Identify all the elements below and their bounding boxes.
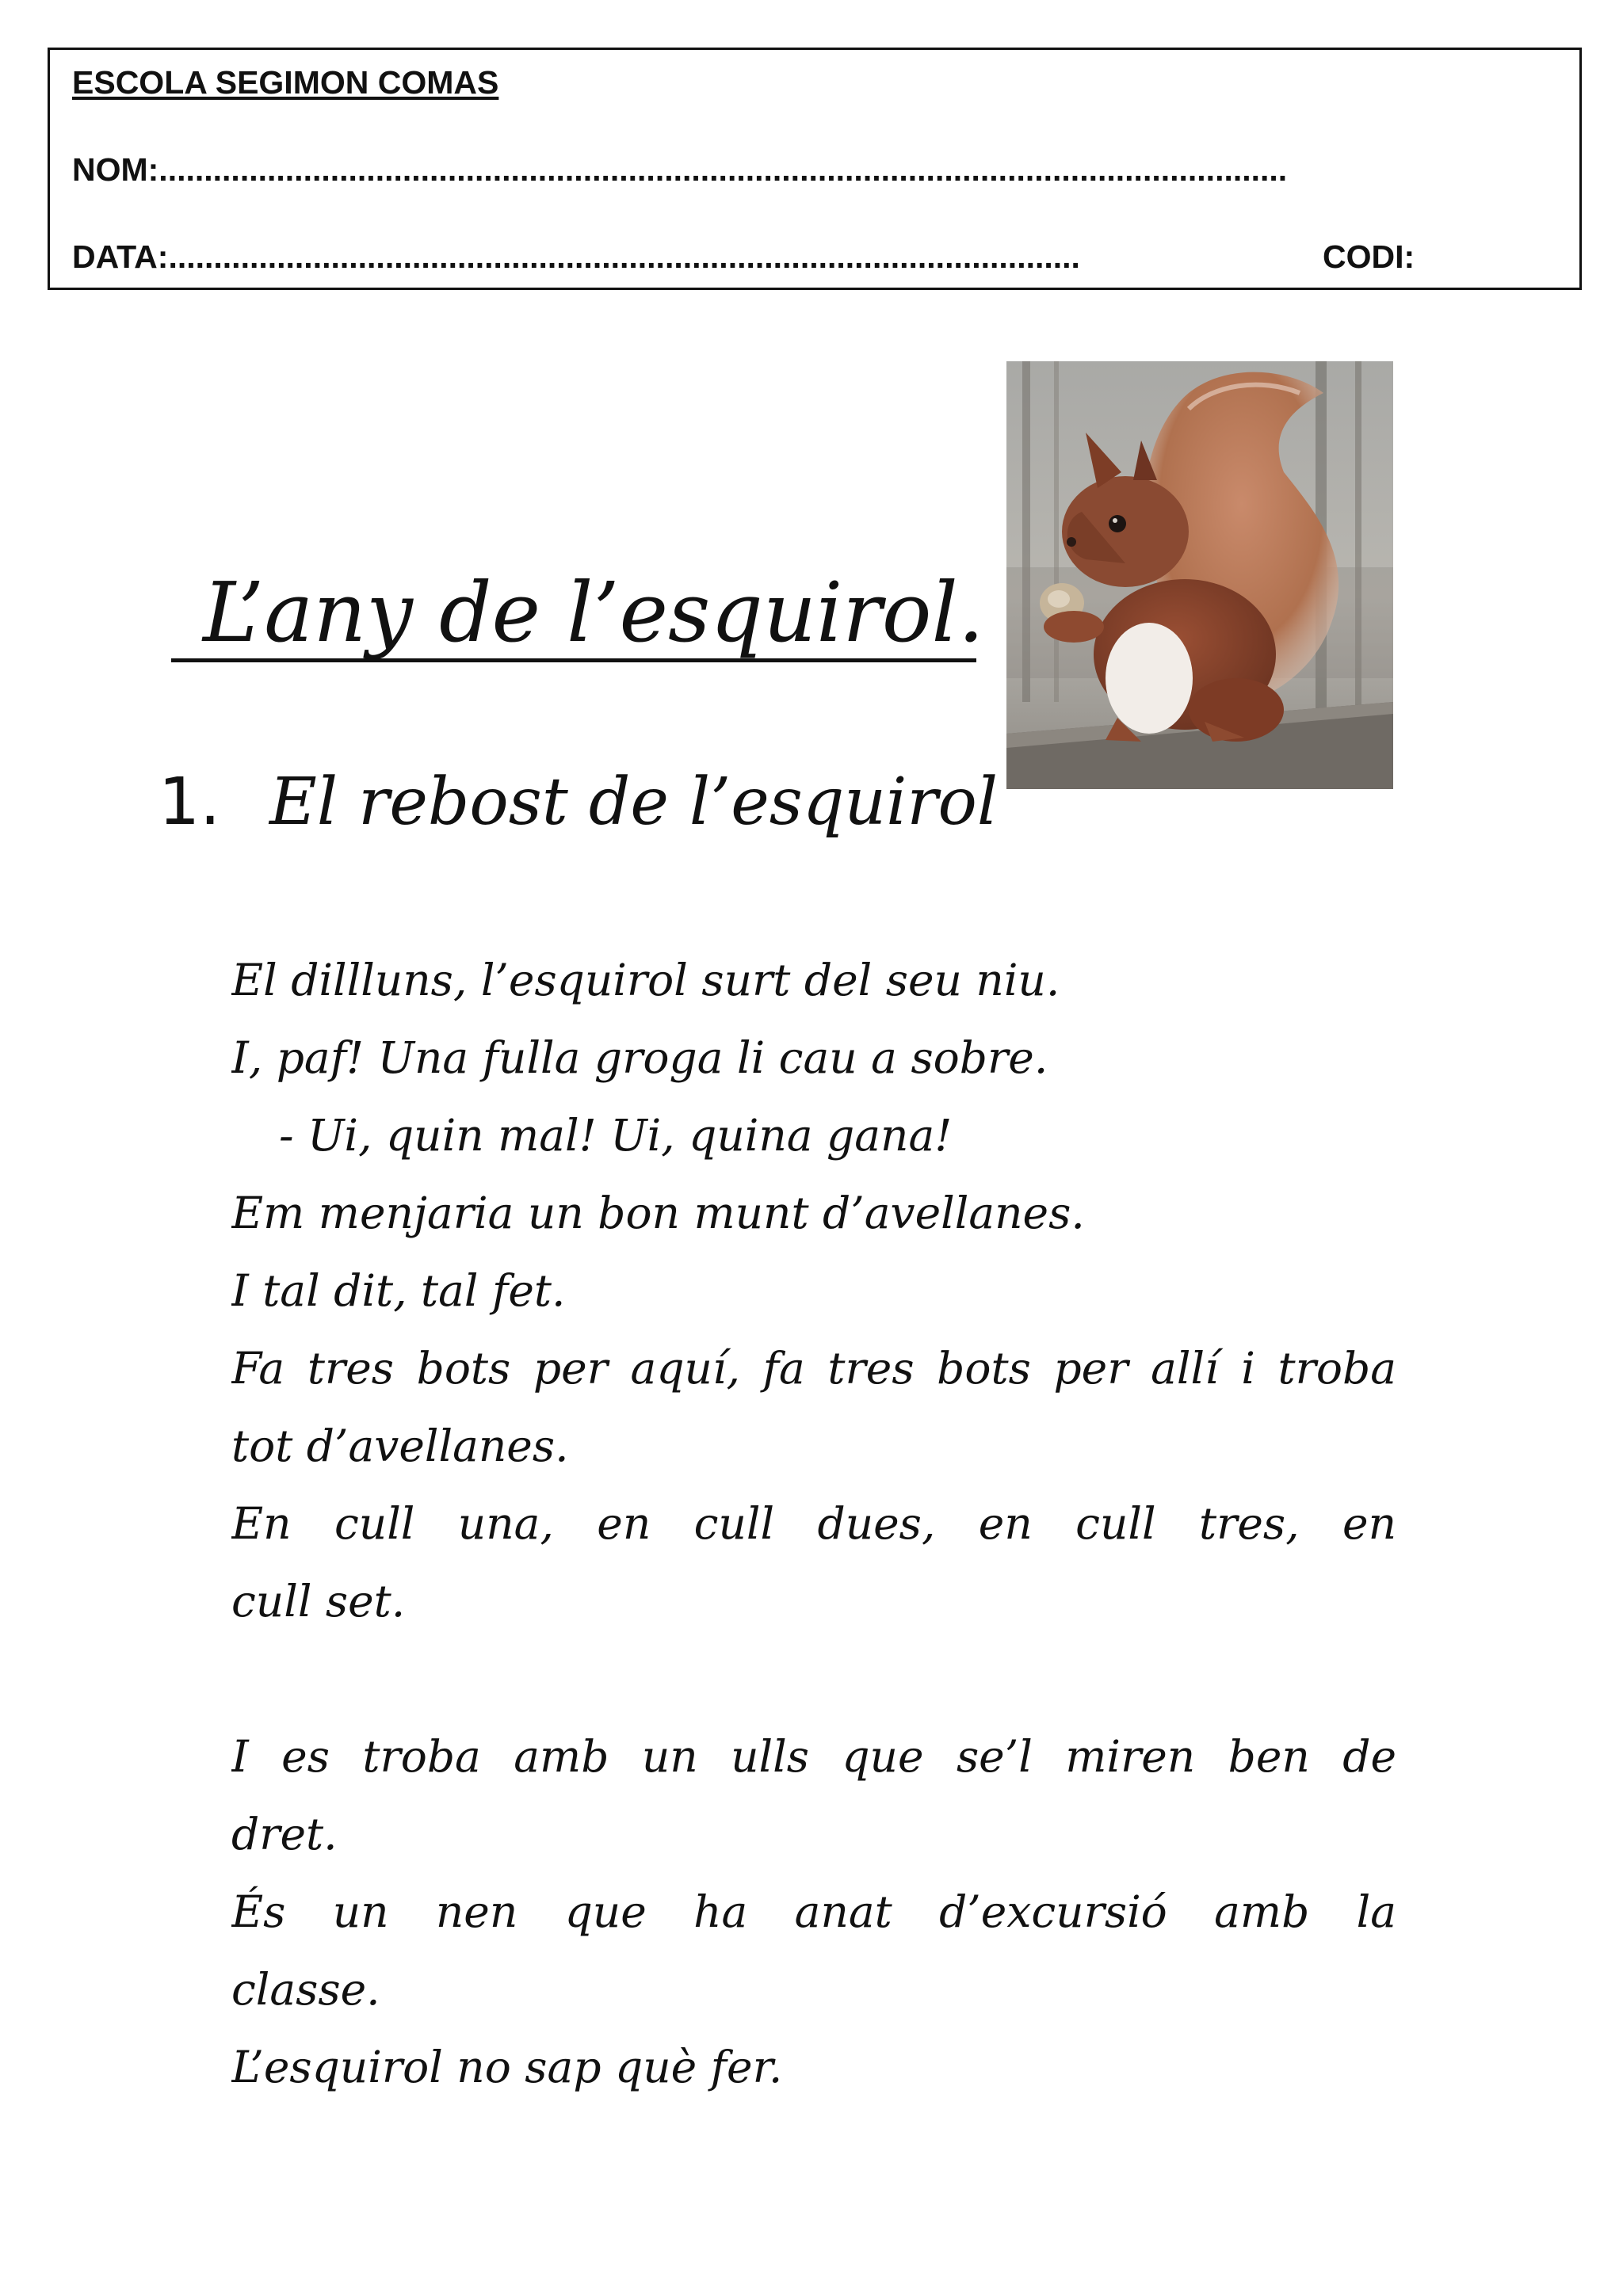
- story-line: classe.: [231, 1964, 380, 2015]
- story-line: És un nen que ha anat d’excursió amb la: [231, 1886, 1396, 1937]
- story-line: Em menjaria un bon munt d’avellanes.: [231, 1188, 1085, 1238]
- story-line: Fa tres bots per aquí, fa tres bots per allí i troba: [231, 1343, 1396, 1394]
- school-name: ESCOLA SEGIMON COMAS: [72, 64, 499, 101]
- story-line: I es troba amb un ulls que se’l miren ben de: [231, 1731, 1396, 1782]
- date-field[interactable]: DATA:.....................................................................................................: [72, 238, 1080, 275]
- story-line: tot d’avellanes.: [231, 1421, 569, 1471]
- page-title: L’any de l’esquirol.: [171, 561, 976, 662]
- story-line: En cull una, en cull dues, en cull tres, en: [231, 1498, 1396, 1549]
- story-line: cull set.: [231, 1576, 406, 1627]
- story-line: El dillluns, l’esquirol surt del seu niu.: [231, 955, 1060, 1005]
- code-label: CODI:: [1323, 238, 1415, 275]
- paragraph-gap: [231, 1640, 1396, 1718]
- story-line: - Ui, quin mal! Ui, quina gana!: [279, 1110, 953, 1161]
- squirrel-photo: [1006, 361, 1393, 789]
- section-title: El rebost de l’esquirol: [269, 765, 999, 840]
- story-line: I tal dit, tal fet.: [231, 1265, 566, 1316]
- section-heading: [158, 759, 998, 846]
- section-number: 1.: [158, 765, 221, 840]
- header-box: [48, 48, 1582, 290]
- name-field[interactable]: NOM:.............................................................................................................................: [72, 151, 1288, 188]
- story-text: [231, 941, 1396, 2106]
- story-line: I, paf! Una fulla groga li cau a sobre.: [231, 1032, 1048, 1083]
- story-line: L’esquirol no sap què fer.: [231, 2042, 783, 2092]
- story-line: dret.: [231, 1809, 338, 1859]
